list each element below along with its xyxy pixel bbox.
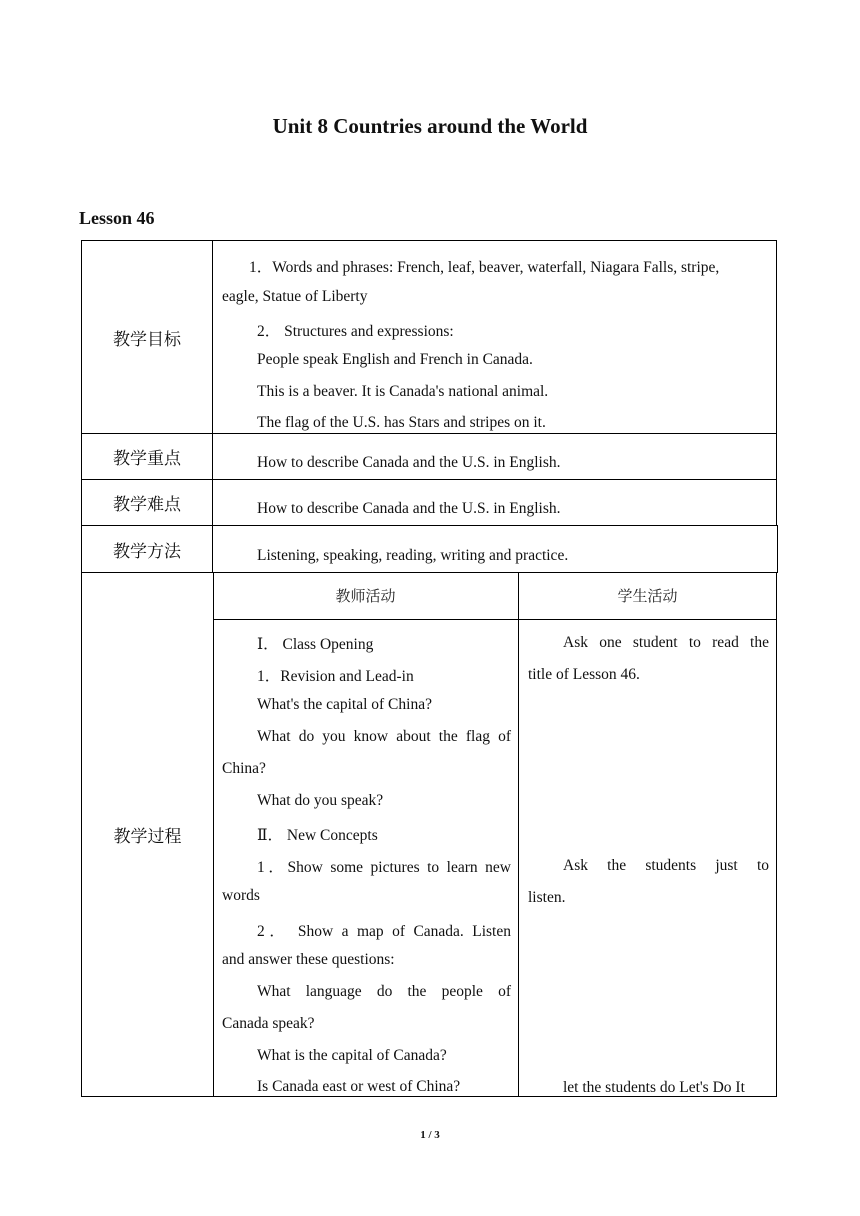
page-number: 1 / 3 (420, 1129, 440, 1141)
objectives-label: 教学目标 (81, 240, 213, 434)
key-points-label: 教学重点 (81, 433, 213, 480)
methods-content (213, 525, 778, 573)
teacher-line: What's the capital of China? (257, 696, 432, 713)
teacher-line: 1．Show some pictures to learn new (257, 859, 511, 876)
objectives-line: eagle, Statue of Liberty (222, 288, 368, 305)
teacher-line: What do you speak? (257, 792, 384, 809)
teacher-line: What language do the people of (257, 983, 511, 1000)
teacher-line: Canada speak? (222, 1015, 315, 1032)
methods-text: Listening, speaking, reading, writing and practice. (257, 547, 569, 564)
teacher-activity-header: 教师活动 (213, 572, 519, 620)
objectives-content (213, 240, 777, 434)
student-activity-header: 学生活动 (518, 572, 777, 620)
teacher-line: What do you know about the flag of (257, 728, 511, 745)
objectives-line: 1．Words and phrases: French, leaf, beaver, waterfall, Niagara Falls, stripe, (249, 259, 720, 276)
objectives-line: This is a beaver. It is Canada's national animal. (257, 383, 549, 400)
teacher-line: Is Canada east or west of China? (257, 1078, 461, 1095)
student-line: Ask one student to read the (563, 634, 769, 651)
methods-row (81, 525, 777, 573)
difficulties-text: How to describe Canada and the U.S. in English. (257, 500, 561, 517)
objectives-line: 2． Structures and expressions: (257, 323, 454, 340)
student-line: Ask the students just to (563, 857, 769, 874)
student-activity-body (518, 620, 777, 1097)
teacher-line: China? (222, 760, 266, 777)
teacher-line: Ⅰ． Class Opening (257, 636, 374, 653)
teacher-line: What is the capital of Canada? (257, 1047, 447, 1064)
difficulties-row (81, 479, 777, 526)
teacher-line: 2． Show a map of Canada. Listen (257, 923, 511, 940)
difficulties-content (213, 479, 777, 526)
teacher-activity-body (213, 620, 519, 1097)
teacher-line: Ⅱ． New Concepts (257, 827, 378, 844)
process-label: 教学过程 (81, 572, 214, 1097)
student-line: title of Lesson 46. (528, 666, 640, 683)
objectives-line: The flag of the U.S. has Stars and stripes on it. (257, 414, 546, 431)
key-points-row (81, 433, 777, 480)
methods-label: 教学方法 (81, 525, 213, 573)
student-line: listen. (528, 889, 566, 906)
teacher-line: words (222, 887, 260, 904)
teacher-line: 1．Revision and Lead-in (257, 668, 414, 685)
key-points-content (213, 433, 777, 480)
document-title: Unit 8 Countries around the World (272, 114, 588, 138)
lesson-heading: Lesson 46 (79, 208, 155, 228)
teacher-line: and answer these questions: (222, 951, 395, 968)
key-points-text: How to describe Canada and the U.S. in English. (257, 454, 561, 471)
objectives-row (81, 240, 777, 434)
process-section (81, 572, 777, 1097)
objectives-line: People speak English and French in Canada. (257, 351, 533, 368)
difficulties-label: 教学难点 (81, 479, 213, 526)
student-line: let the students do Let's Do It (563, 1079, 745, 1096)
